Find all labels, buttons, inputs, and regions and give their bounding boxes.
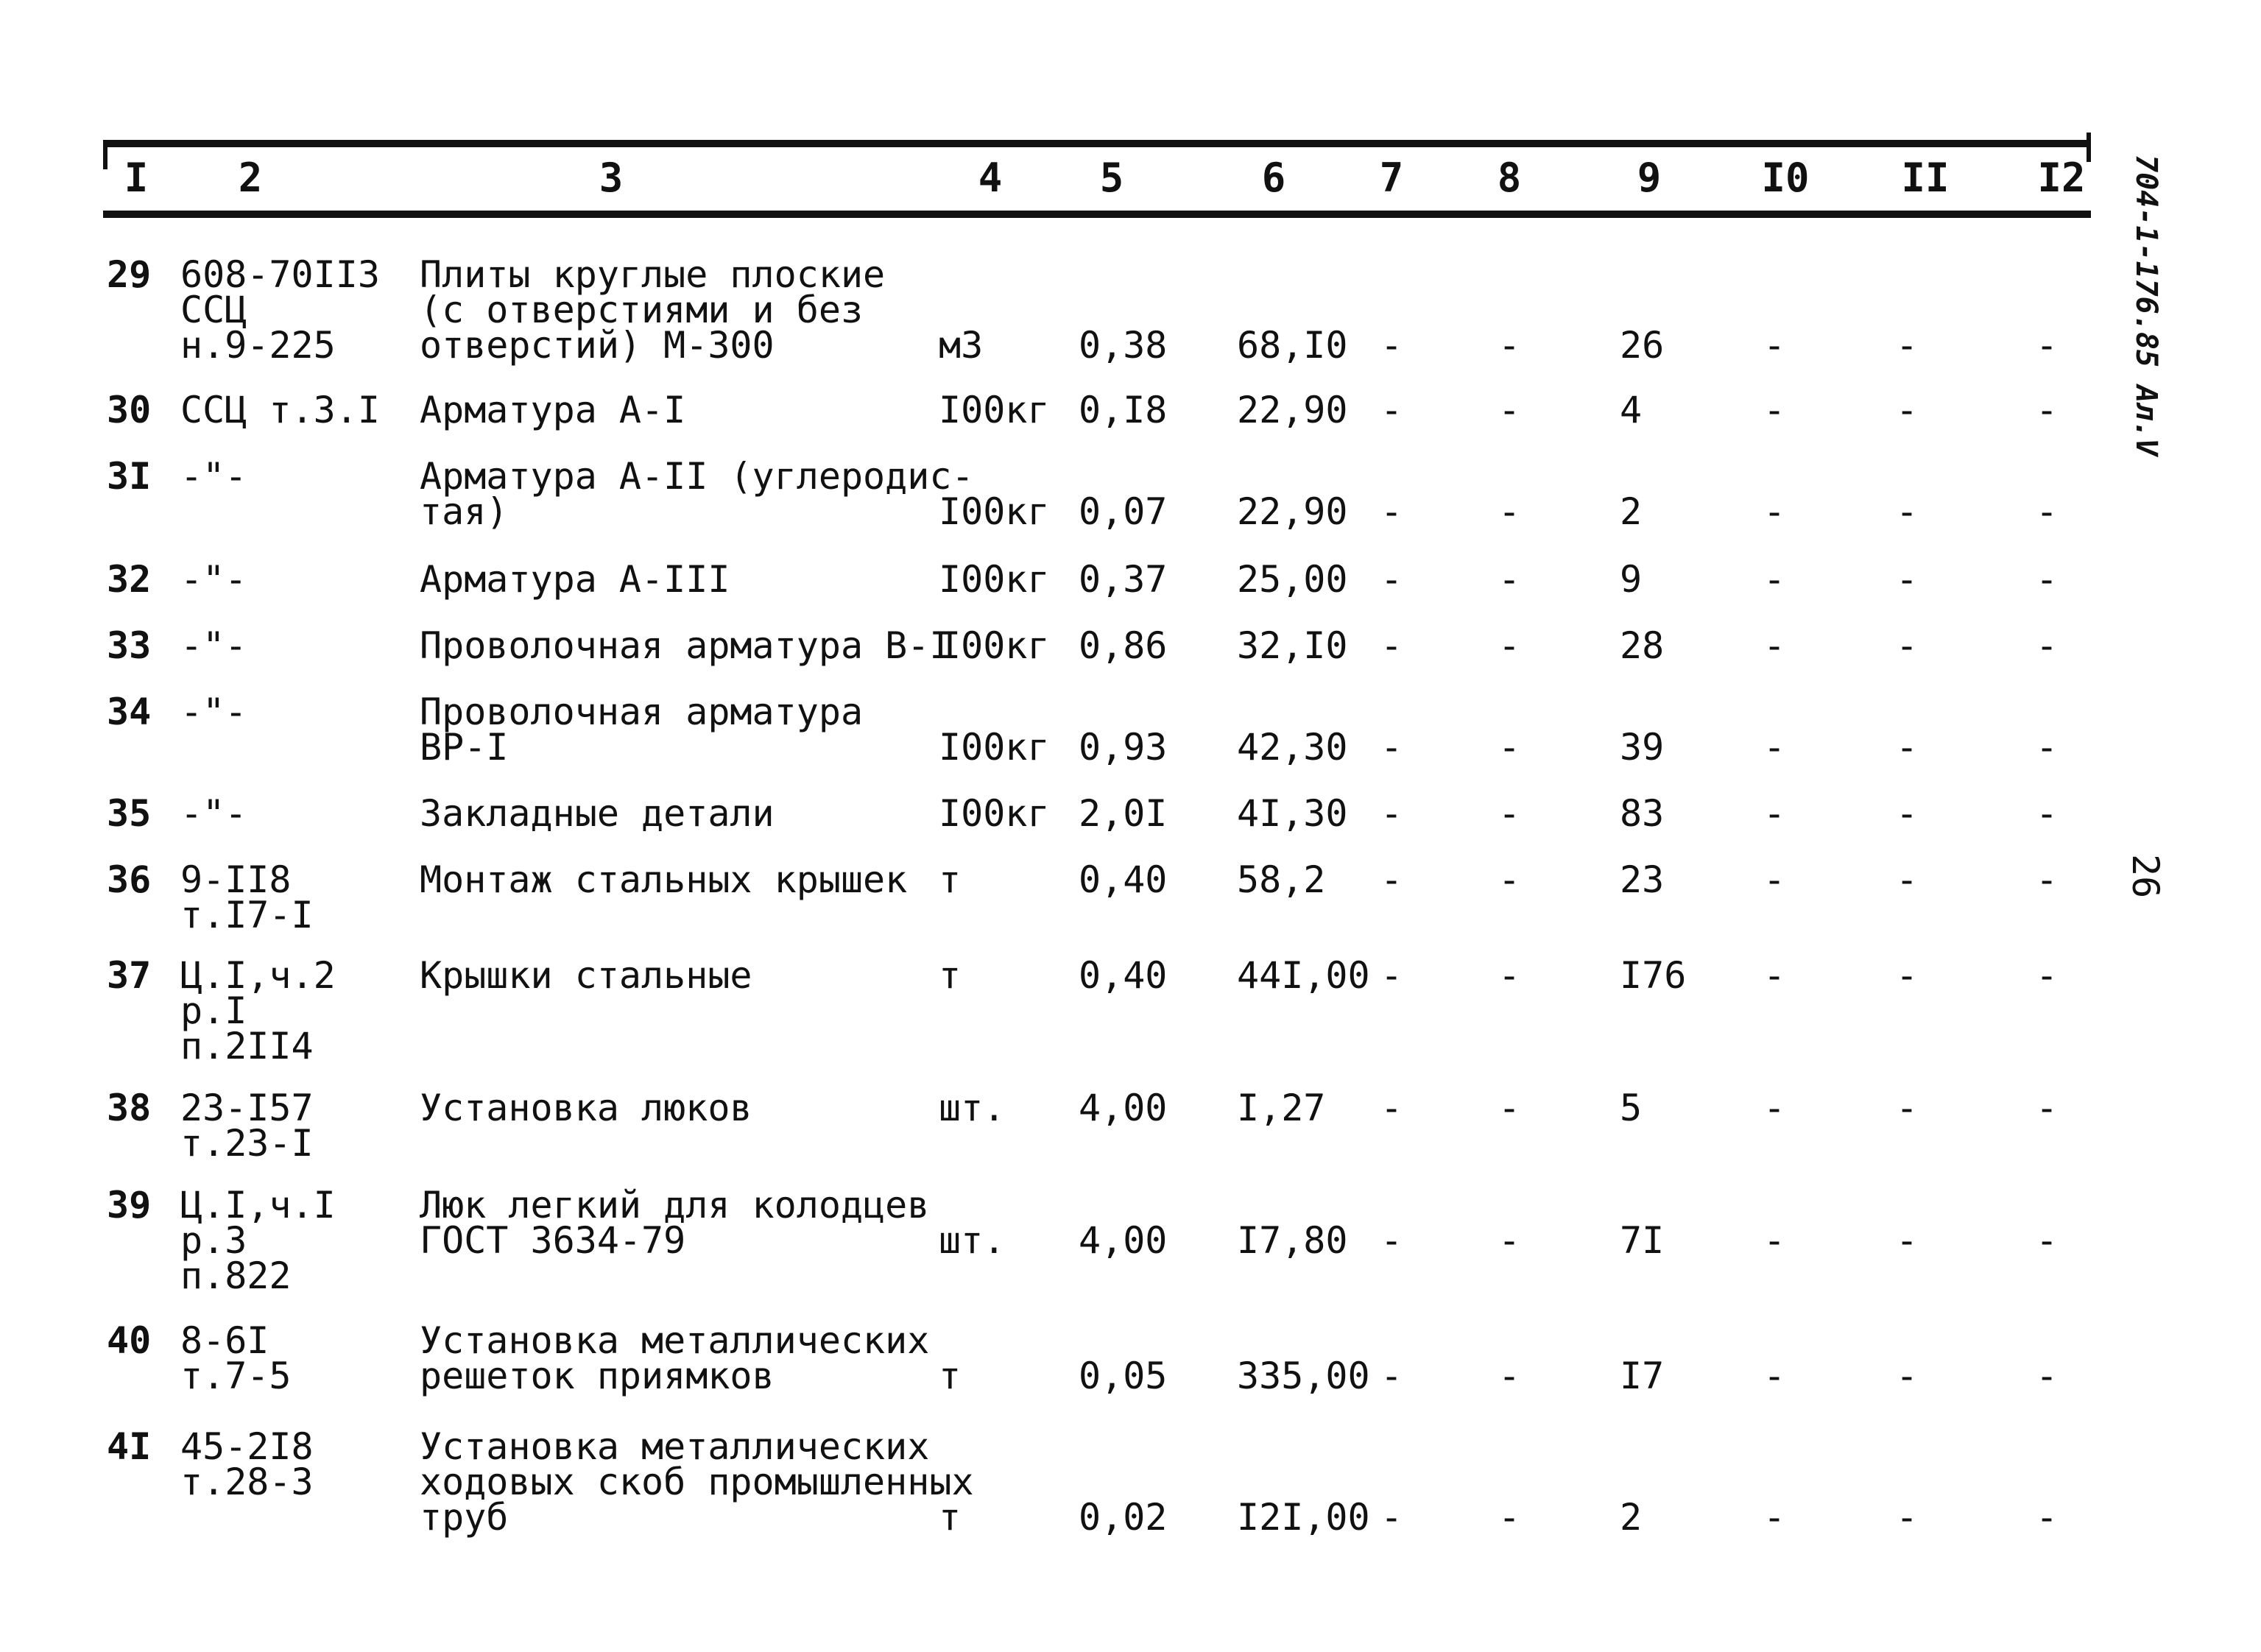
row-description-line: Закладные детали xyxy=(420,792,775,835)
row-col9: 28 xyxy=(1620,624,1665,667)
row-description-line: ВР-I xyxy=(420,726,509,769)
row-col9: 23 xyxy=(1620,858,1665,901)
row-col8: - xyxy=(1498,624,1521,667)
row-description-line: труб xyxy=(420,1496,509,1539)
row-col9: 4 xyxy=(1620,389,1643,431)
row-col11: - xyxy=(1896,624,1919,667)
row-col10: - xyxy=(1763,1219,1786,1262)
row-col7: - xyxy=(1380,726,1403,769)
row-price: I,27 xyxy=(1237,1087,1326,1129)
side-mark-text: Ал.V xyxy=(2129,385,2163,456)
row-col9: I7 xyxy=(1620,1355,1665,1397)
row-code-line: ССЦ т.3.I xyxy=(180,389,380,431)
row-quantity: 2,0I xyxy=(1079,792,1168,835)
row-quantity: 0,37 xyxy=(1079,558,1168,601)
row-price: 4I,30 xyxy=(1237,792,1348,835)
row-col8: - xyxy=(1498,558,1521,601)
row-code-line: т.28-3 xyxy=(180,1461,314,1503)
column-header-5: 5 xyxy=(1099,155,1124,201)
row-description-line: Плиты круглые плоские xyxy=(420,253,886,296)
row-col7: - xyxy=(1380,1087,1403,1129)
page-number: 26 xyxy=(2124,854,2167,899)
row-code-line: Ц.I,ч.I xyxy=(180,1184,336,1226)
row-col11: - xyxy=(1896,726,1919,769)
column-header-10: I0 xyxy=(1761,155,1810,201)
row-col8: - xyxy=(1498,954,1521,997)
row-number: 34 xyxy=(107,691,152,733)
row-number: 39 xyxy=(107,1184,152,1226)
column-header-9: 9 xyxy=(1637,155,1662,201)
row-col7: - xyxy=(1380,1219,1403,1262)
row-number: 30 xyxy=(107,389,152,431)
row-col9: 7I xyxy=(1620,1219,1665,1262)
row-col10: - xyxy=(1763,558,1786,601)
row-description-line: Установка металлических xyxy=(420,1319,930,1362)
row-number: 38 xyxy=(107,1087,152,1129)
row-unit: шт. xyxy=(939,1219,1006,1262)
row-price: 22,90 xyxy=(1237,490,1348,533)
row-code-line: п.822 xyxy=(180,1254,292,1297)
row-price: 25,00 xyxy=(1237,558,1348,601)
row-code-line: -"- xyxy=(180,558,247,601)
row-quantity: 0,86 xyxy=(1079,624,1168,667)
side-code-text: 704-1-176.85 xyxy=(2129,155,2163,367)
row-col12: - xyxy=(2036,1087,2059,1129)
row-quantity: 0,05 xyxy=(1079,1355,1168,1397)
row-col11: - xyxy=(1896,1087,1919,1129)
row-col11: - xyxy=(1896,1496,1919,1539)
row-col8: - xyxy=(1498,1355,1521,1397)
row-description-line: Крышки стальные xyxy=(420,954,752,997)
row-unit: т xyxy=(939,954,962,997)
row-code-line: ССЦ xyxy=(180,289,247,331)
row-description-line: отверстий) М-300 xyxy=(420,324,775,367)
row-unit: т xyxy=(939,858,962,901)
row-col8: - xyxy=(1498,726,1521,769)
row-number: 36 xyxy=(107,858,152,901)
row-col8: - xyxy=(1498,792,1521,835)
column-header-11: II xyxy=(1901,155,1950,201)
row-description-line: Монтаж стальных крышек xyxy=(420,858,908,901)
row-col7: - xyxy=(1380,389,1403,431)
header-rule xyxy=(103,211,2091,218)
row-code-line: 45-2I8 xyxy=(180,1425,314,1468)
row-col10: - xyxy=(1763,1087,1786,1129)
row-quantity: 4,00 xyxy=(1079,1219,1168,1262)
row-code-line: -"- xyxy=(180,624,247,667)
row-code-line: 23-I57 xyxy=(180,1087,314,1129)
row-price: 44I,00 xyxy=(1237,954,1370,997)
row-unit: т xyxy=(939,1496,962,1539)
row-number: 37 xyxy=(107,954,152,997)
row-quantity: 0,38 xyxy=(1079,324,1168,367)
row-code-line: т.I7-I xyxy=(180,894,314,936)
row-col11: - xyxy=(1896,1219,1919,1262)
row-number: 3I xyxy=(107,455,152,498)
row-col9: 9 xyxy=(1620,558,1643,601)
row-code-line: -"- xyxy=(180,691,247,733)
row-unit: т xyxy=(939,1355,962,1397)
row-col10: - xyxy=(1763,1496,1786,1539)
row-col11: - xyxy=(1896,954,1919,997)
row-col10: - xyxy=(1763,389,1786,431)
row-code-line: р.3 xyxy=(180,1219,247,1262)
row-col8: - xyxy=(1498,389,1521,431)
row-code-line: 8-6I xyxy=(180,1319,269,1362)
row-number: 29 xyxy=(107,253,152,296)
row-col9: 83 xyxy=(1620,792,1665,835)
row-col8: - xyxy=(1498,1219,1521,1262)
row-code-line: т.23-I xyxy=(180,1122,314,1165)
column-header-2: 2 xyxy=(238,155,263,201)
row-col12: - xyxy=(2036,490,2059,533)
row-unit: I00кг xyxy=(939,726,1050,769)
row-col10: - xyxy=(1763,954,1786,997)
row-description-line: Проволочная арматура xyxy=(420,691,864,733)
column-header-12: I2 xyxy=(2037,155,2086,201)
row-col9: 26 xyxy=(1620,324,1665,367)
row-unit: м3 xyxy=(939,324,984,367)
row-col11: - xyxy=(1896,389,1919,431)
row-code-line: п.2II4 xyxy=(180,1025,314,1067)
row-col11: - xyxy=(1896,1355,1919,1397)
row-description-line: Люк легкий для колодцев xyxy=(420,1184,930,1226)
row-code-line: т.7-5 xyxy=(180,1355,292,1397)
row-description-line: Установка люков xyxy=(420,1087,752,1129)
row-col11: - xyxy=(1896,858,1919,901)
row-col7: - xyxy=(1380,792,1403,835)
row-col10: - xyxy=(1763,726,1786,769)
row-col7: - xyxy=(1380,1496,1403,1539)
row-col10: - xyxy=(1763,1355,1786,1397)
row-description-line: (с отверстиями и без xyxy=(420,289,864,331)
row-description-line: решеток приямков xyxy=(420,1355,775,1397)
row-description-line: Установка металлических xyxy=(420,1425,930,1468)
row-code-line: Ц.I,ч.2 xyxy=(180,954,336,997)
row-col12: - xyxy=(2036,558,2059,601)
row-quantity: 4,00 xyxy=(1079,1087,1168,1129)
row-col7: - xyxy=(1380,490,1403,533)
row-code-line: р.I xyxy=(180,989,247,1032)
row-price: 32,I0 xyxy=(1237,624,1348,667)
row-description-line: Арматура А-I xyxy=(420,389,686,431)
row-unit: шт. xyxy=(939,1087,1006,1129)
column-header-8: 8 xyxy=(1497,155,1522,201)
row-col8: - xyxy=(1498,1496,1521,1539)
row-price: 68,I0 xyxy=(1237,324,1348,367)
row-col7: - xyxy=(1380,558,1403,601)
row-col10: - xyxy=(1763,490,1786,533)
row-unit: I00кг xyxy=(939,558,1050,601)
row-quantity: 0,93 xyxy=(1079,726,1168,769)
row-col10: - xyxy=(1763,858,1786,901)
row-col9: 39 xyxy=(1620,726,1665,769)
row-col8: - xyxy=(1498,1087,1521,1129)
row-description-line: ГОСТ 3634-79 xyxy=(420,1219,686,1262)
column-header-3: 3 xyxy=(599,155,624,201)
row-description-line: тая) xyxy=(420,490,509,533)
row-col12: - xyxy=(2036,1219,2059,1262)
row-col7: - xyxy=(1380,624,1403,667)
row-number: 40 xyxy=(107,1319,152,1362)
row-unit: I00кг xyxy=(939,490,1050,533)
row-price: I2I,00 xyxy=(1237,1496,1370,1539)
row-unit: I00кг xyxy=(939,792,1050,835)
column-header-6: 6 xyxy=(1261,155,1286,201)
row-col7: - xyxy=(1380,954,1403,997)
row-col9: I76 xyxy=(1620,954,1687,997)
column-header-7: 7 xyxy=(1379,155,1404,201)
row-col11: - xyxy=(1896,558,1919,601)
row-unit: I00кг xyxy=(939,624,1050,667)
row-col12: - xyxy=(2036,389,2059,431)
row-col9: 2 xyxy=(1620,490,1643,533)
row-description-line: ходовых скоб промышленных xyxy=(420,1461,974,1503)
row-code-line: -"- xyxy=(180,792,247,835)
row-col7: - xyxy=(1380,324,1403,367)
row-quantity: 0,07 xyxy=(1079,490,1168,533)
row-col11: - xyxy=(1896,792,1919,835)
row-col12: - xyxy=(2036,792,2059,835)
row-col7: - xyxy=(1380,1355,1403,1397)
row-unit: I00кг xyxy=(939,389,1050,431)
row-col12: - xyxy=(2036,1496,2059,1539)
row-col8: - xyxy=(1498,858,1521,901)
row-col8: - xyxy=(1498,324,1521,367)
row-col11: - xyxy=(1896,490,1919,533)
row-number: 4I xyxy=(107,1425,152,1468)
row-quantity: 0,40 xyxy=(1079,954,1168,997)
row-number: 32 xyxy=(107,558,152,601)
side-document-code xyxy=(2120,155,2172,537)
column-header-1: I xyxy=(124,155,149,201)
top-rule xyxy=(103,140,2091,147)
row-number: 35 xyxy=(107,792,152,835)
row-col7: - xyxy=(1380,858,1403,901)
row-quantity: 0,I8 xyxy=(1079,389,1168,431)
row-col12: - xyxy=(2036,858,2059,901)
row-col10: - xyxy=(1763,792,1786,835)
row-description-line: Проволочная арматура В-I xyxy=(420,624,952,667)
row-code-line: 608-70II3 xyxy=(180,253,380,296)
row-col8: - xyxy=(1498,490,1521,533)
row-col9: 5 xyxy=(1620,1087,1643,1129)
row-price: 22,90 xyxy=(1237,389,1348,431)
row-code-line: -"- xyxy=(180,455,247,498)
row-description-line: Арматура А-III xyxy=(420,558,730,601)
row-col10: - xyxy=(1763,324,1786,367)
row-price: 335,00 xyxy=(1237,1355,1370,1397)
column-header-4: 4 xyxy=(978,155,1003,201)
row-number: 33 xyxy=(107,624,152,667)
row-price: 58,2 xyxy=(1237,858,1326,901)
row-col12: - xyxy=(2036,624,2059,667)
row-col12: - xyxy=(2036,324,2059,367)
row-col12: - xyxy=(2036,954,2059,997)
row-col12: - xyxy=(2036,1355,2059,1397)
row-col9: 2 xyxy=(1620,1496,1643,1539)
row-price: 42,30 xyxy=(1237,726,1348,769)
row-code-line: 9-II8 xyxy=(180,858,292,901)
row-code-line: н.9-225 xyxy=(180,324,336,367)
row-col10: - xyxy=(1763,624,1786,667)
row-quantity: 0,40 xyxy=(1079,858,1168,901)
row-description-line: Арматура А-II (углеродис- xyxy=(420,455,974,498)
row-col11: - xyxy=(1896,324,1919,367)
row-quantity: 0,02 xyxy=(1079,1496,1168,1539)
row-price: I7,80 xyxy=(1237,1219,1348,1262)
row-col12: - xyxy=(2036,726,2059,769)
